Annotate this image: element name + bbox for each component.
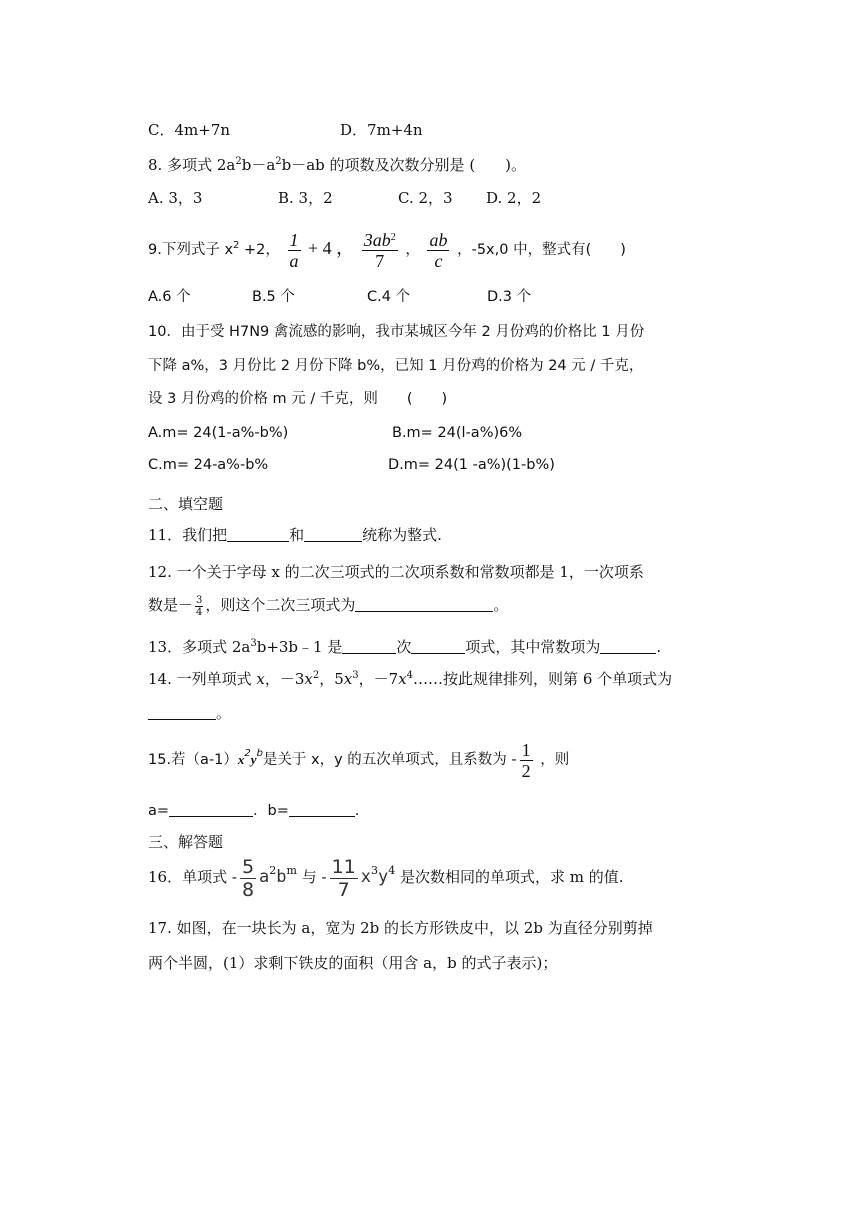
question-10-line-1: 10．由于受 H7N9 禽流感的影响，我市某城区今年 2 月份鸡的价格比 1 月份 [148, 324, 645, 340]
q8-option-d: D. 2，2 [486, 189, 542, 207]
q7-option-c: C．4m+7n [148, 121, 231, 139]
question-14-line-2: 。 [148, 703, 231, 723]
q14-blank[interactable] [148, 705, 216, 720]
q8-option-c: C. 2，3 [398, 189, 453, 207]
q16-fraction-5-over-8: $\frac{5}{8}$ [241, 855, 255, 901]
q15-blank-a[interactable] [169, 802, 253, 817]
q9-option-d: D.3 个 [487, 289, 532, 305]
section-3-heading: 三、解答题 [148, 833, 224, 851]
q8-option-b: B. 3，2 [278, 189, 333, 207]
q9-fraction-ab-over-c: $\frac{ab}{c}$ [429, 229, 448, 271]
q12-blank[interactable] [355, 597, 493, 612]
question-10-line-3: 设 3 月份鸡的价格 m 元 / 千克，则 ( ) [148, 391, 448, 407]
question-11: 11．我们把 和 统称为整式. [148, 526, 442, 544]
q13-blank-2[interactable] [411, 639, 465, 654]
q16-fraction-11-over-7: $\frac{11}{7}$ [331, 855, 356, 901]
q8-option-a: A. 3，3 [148, 189, 203, 207]
question-12-line-1: 12. 一个关于字母 x 的二次三项式的二次项系数和常数项都是 1，一次项系 [148, 563, 644, 581]
q12-fraction-3-over-4: $\frac{3}{4}$ [196, 594, 203, 618]
q13-blank-1[interactable] [342, 639, 396, 654]
question-9: 9.下列式子 $x^2 +2$， $\frac{1}{a}$ + 4 ， $\frac{3ab^2}{7}$ ， $\frac{ab}{c}$ ，-5x,0 中，整式有( ) [148, 229, 626, 271]
question-13: 13．多项式 $2a^3b+3b﹣1$ 是 次 项式，其中常数项为 . [148, 638, 662, 656]
question-16: 16．单项式 - $\frac{5}{8}$ $a^2b^m$ 与 - $\frac{11}{7}$ $x^3y^4$ 是次数相同的单项式，求 m 的值. [148, 855, 624, 901]
q10-option-b: B.m= 24(l-a%)6% [392, 425, 523, 441]
q9-fraction-1-over-a: $\frac{1}{a}$ [289, 229, 299, 271]
section-2-heading: 二、填空题 [148, 495, 224, 513]
question-15-line-1: 15.若$(a-1)x^2y^b$是关于 x，y 的五次单项式，且系数为 - $\frac{1}{2}$ ，则 [148, 739, 570, 781]
q10-option-a: A.m= 24(1-a%-b%) [148, 425, 289, 441]
q10-option-d: D.m= 24(1 -a%)(1-b%) [388, 457, 555, 473]
q9-option-b: B.5 个 [252, 289, 295, 305]
question-17-line-2: 两个半圆，(1）求剩下铁皮的面积（用含 a，b 的式子表示)； [148, 954, 558, 972]
q10-option-c: C.m= 24-a%-b% [148, 457, 269, 473]
q11-blank-2[interactable] [304, 527, 362, 542]
question-10-line-2: 下降 a%，3 月份比 2 月份下降 b%，已知 1 月份鸡的价格为 24 元 / 千克， [148, 358, 644, 374]
q15-blank-b[interactable] [289, 802, 355, 817]
q9-option-c: C.4 个 [367, 289, 411, 305]
question-15-line-2: a= ．b= . [148, 803, 360, 819]
q13-blank-3[interactable] [600, 639, 656, 654]
q9-fraction-3ab2-over-7: $\frac{3ab^2}{7}$ [363, 229, 396, 271]
question-14-line-1: 14. 一列单项式 x，$-3x^2$，$5x^3$，$-7x^4\dots\dots$按此规律排列，则第 6 个单项式为 [148, 670, 673, 688]
question-8: 8. 多项式 $2a^2b-a^2b-ab$ 的项数及次数分别是 ( )。 [148, 156, 527, 174]
q9-option-a: A.6 个 [148, 289, 191, 305]
question-12-line-2: 数是－ $\frac{3}{4}$ ，则这个二次三项式为 。 [148, 594, 509, 618]
question-17-line-1: 17. 如图，在一块长为 a，宽为 2b 的长方形铁皮中，以 2b 为直径分别剪掉 [148, 919, 653, 937]
question-7-options [148, 120, 230, 140]
q11-blank-1[interactable] [227, 527, 289, 542]
q15-fraction-1-over-2: $\frac{1}{2}$ [521, 739, 531, 781]
q7-option-d: D．7m+4n [340, 121, 423, 139]
